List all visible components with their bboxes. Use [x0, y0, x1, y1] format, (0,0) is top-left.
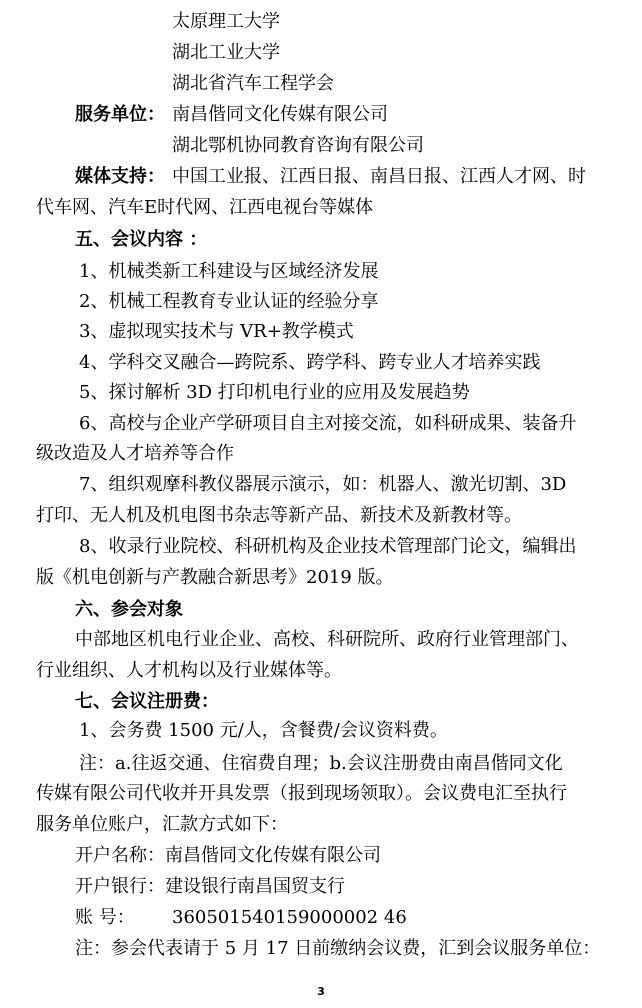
- service-unit-1: 南昌偕同文化传媒有限公司: [172, 104, 388, 125]
- section5-heading: 五、会议内容 ：: [75, 229, 208, 250]
- media-text-2: 代车网、汽车E时代网、江西电视台等媒体: [36, 197, 374, 218]
- page-number: 3: [317, 985, 325, 998]
- account-number: 360501540159000002 46: [172, 907, 407, 928]
- media-text-1: 中国工业报、江西日报、南昌日报、江西人才网、时: [172, 166, 586, 187]
- section6-text-2: 行业组织、人才机构以及行业媒体等。: [36, 660, 342, 681]
- section5-item-6a: 6、高校与企业产学研项目自主对接交流，如科研成果、装备升: [79, 413, 577, 434]
- section6-heading: 六、参会对象: [75, 599, 183, 620]
- service-unit-label: 服务单位：: [75, 104, 165, 125]
- section5-item-8a: 8、收录行业院校、科研机构及企业技术管理部门论文，编辑出: [79, 536, 577, 557]
- bank-name: 开户银行：建设银行南昌国贸支行: [75, 876, 345, 897]
- organizer-2: 湖北工业大学: [172, 42, 280, 63]
- section7-fee: 1、会务费 1500 元/人，含餐费/会议资料费。: [79, 720, 448, 741]
- service-unit-2: 湖北鄂机协同教育咨询有限公司: [172, 135, 424, 156]
- media-label: 媒体支持：: [75, 166, 165, 187]
- section5-item-5: 5、探讨解析 3D 打印机电行业的应用及发展趋势: [79, 382, 470, 403]
- section7-heading: 七、会议注册费：: [75, 691, 219, 712]
- final-note: 注：参会代表请于 5 月 17 日前缴纳会议费，汇到会议服务单位：: [75, 938, 601, 959]
- organizer-1: 太原理工大学: [172, 11, 280, 32]
- section5-item-2: 2、机械工程教育专业认证的经验分享: [79, 291, 379, 312]
- account-name: 开户名称：南昌偕同文化传媒有限公司: [75, 845, 381, 866]
- section5-item-1: 1、机械类新工科建设与区域经济发展: [79, 261, 379, 282]
- section7-note-1: 注：a.往返交通、住宿费自理；b.会议注册费由南昌偕同文化: [79, 753, 563, 774]
- section5-item-4: 4、学科交叉融合—跨院系、跨学科、跨专业人才培养实践: [79, 352, 541, 373]
- section5-item-7a: 7、组织观摩科教仪器展示演示，如：机器人、激光切割、3D: [79, 474, 567, 495]
- section5-item-7b: 打印、无人机及机电图书杂志等新产品、新技术及新教材等。: [36, 505, 522, 526]
- section7-note-3: 服务单位账户，汇款方式如下：: [36, 814, 288, 835]
- section5-item-8b: 版《机电创新与产教融合新思考》2019 版。: [36, 567, 394, 588]
- section5-item-3: 3、虚拟现实技术与 VR+教学模式: [79, 321, 354, 342]
- section7-note-2: 传媒有限公司代收并开具发票（报到现场领取）。会议费电汇至执行: [36, 783, 567, 804]
- account-number-label: 账 号：: [75, 907, 135, 928]
- section5-item-6b: 级改造及人才培养等合作: [36, 443, 234, 464]
- section6-text-1: 中部地区机电行业企业、高校、科研院所、政府行业管理部门、: [75, 629, 579, 650]
- organizer-3: 湖北省汽车工程学会: [172, 73, 334, 94]
